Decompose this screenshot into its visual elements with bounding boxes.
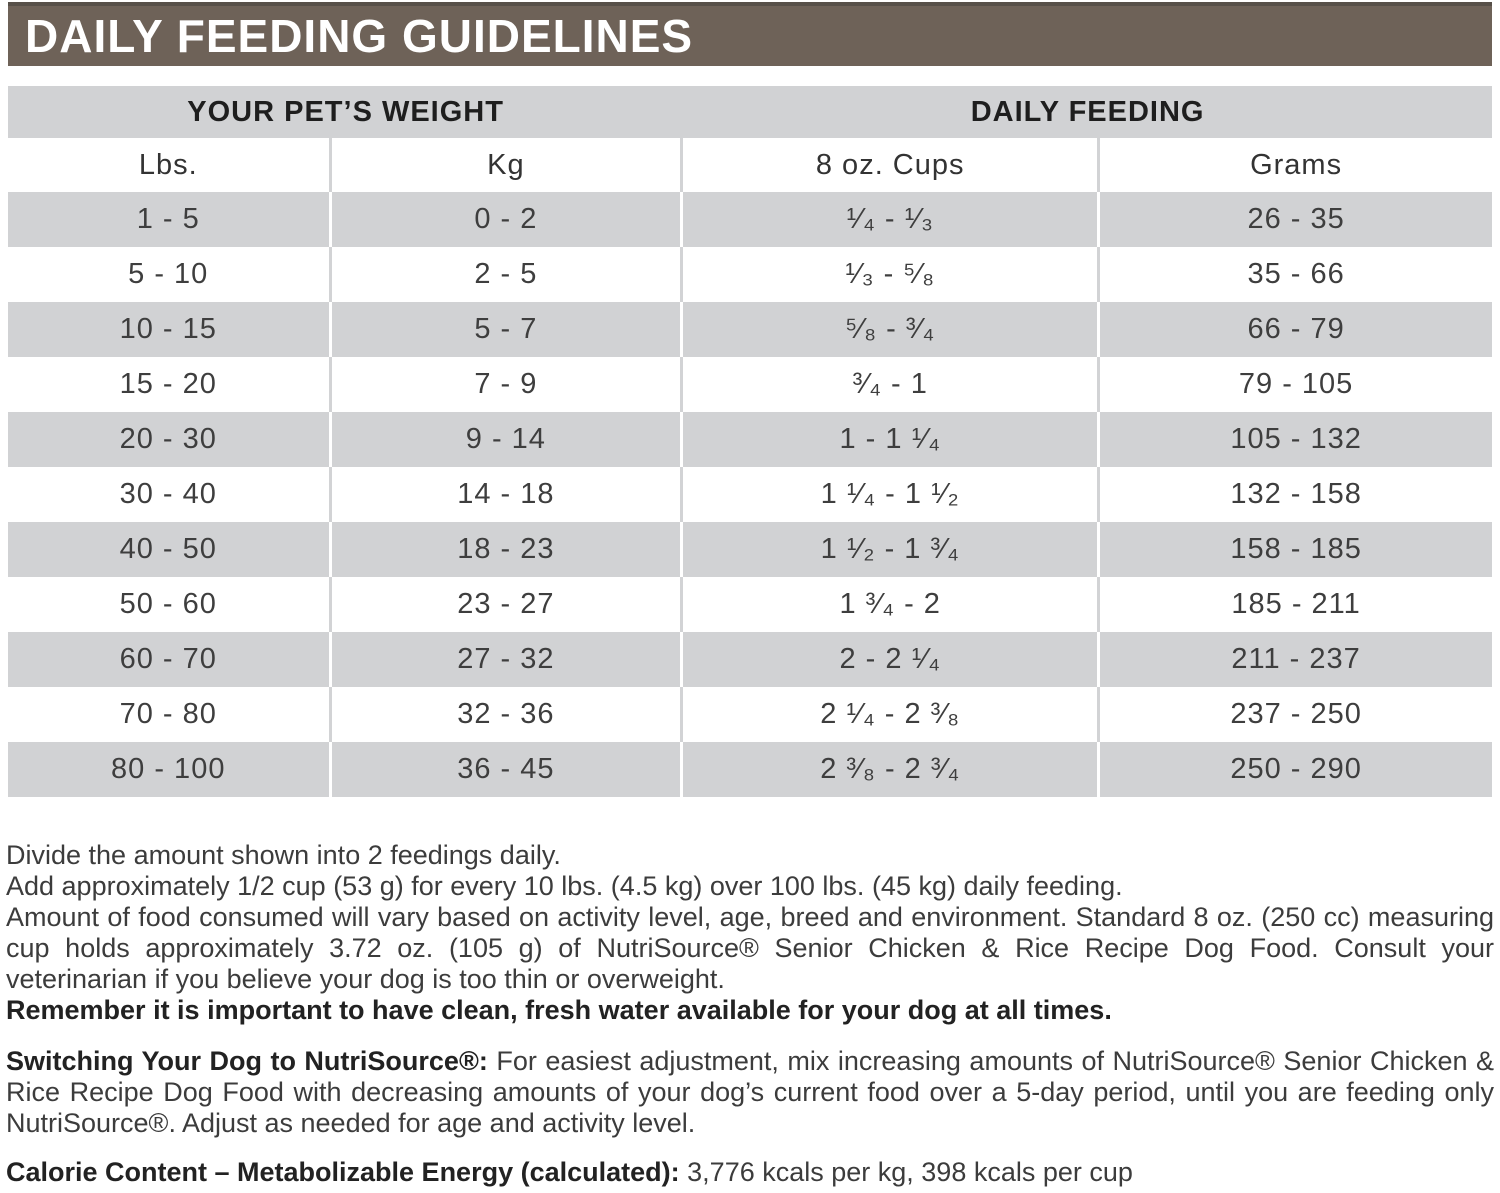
table-row — [8, 467, 1492, 522]
feeding-notes — [6, 840, 1494, 1188]
table-row — [8, 302, 1492, 357]
lbs-cell: 1 - 5 — [8, 192, 332, 247]
cups-cell: ³⁄₄ - 1 — [683, 357, 1100, 412]
cups-cell: 2 ¹⁄₄ - 2 ³⁄₈ — [683, 687, 1100, 742]
lbs-cell: 40 - 50 — [8, 522, 332, 577]
cups-cell: 1 ¹⁄₂ - 1 ³⁄₄ — [683, 522, 1100, 577]
kg-cell: 32 - 36 — [332, 687, 684, 742]
cups-cell: 1 ¹⁄₄ - 1 ¹⁄₂ — [683, 467, 1100, 522]
grams-cell: 66 - 79 — [1247, 313, 1345, 345]
grams-cell: 250 - 290 — [1230, 753, 1362, 785]
note-calorie-content — [6, 1157, 1494, 1188]
table-body — [8, 192, 1492, 797]
note-switching — [6, 1046, 1494, 1139]
cups-cell: 2 - 2 ¹⁄₄ — [683, 632, 1100, 687]
kg-cell: 36 - 45 — [332, 742, 684, 797]
table-row — [8, 522, 1492, 577]
kg-cell: 5 - 7 — [332, 302, 684, 357]
lbs-cell: 15 - 20 — [8, 357, 332, 412]
grams-cell: 79 - 105 — [1238, 368, 1354, 400]
cups-cell: 1 - 1 ¹⁄₄ — [683, 412, 1100, 467]
lbs-cell: 5 - 10 — [8, 247, 332, 302]
table-column-header-row — [8, 138, 1492, 192]
lbs-cell: 60 - 70 — [8, 632, 332, 687]
grams-cell: 26 - 35 — [1247, 203, 1345, 235]
table-row — [8, 247, 1492, 302]
grams-cell: 105 - 132 — [1230, 423, 1362, 455]
note-fresh-water: Remember it is important to have clean, fresh water available for your dog at all times. — [6, 995, 1112, 1025]
title-bar — [8, 2, 1492, 66]
lbs-cell: 20 - 30 — [8, 412, 332, 467]
table-row — [8, 687, 1492, 742]
table-row — [8, 742, 1492, 797]
cups-cell: 1 ³⁄₄ - 2 — [683, 577, 1100, 632]
group-header-pet-weight: YOUR PET’S WEIGHT — [187, 95, 504, 128]
kg-cell: 27 - 32 — [332, 632, 684, 687]
note-divide-feedings: Divide the amount shown into 2 feedings daily. — [6, 840, 561, 870]
grams-cell: 158 - 185 — [1230, 533, 1362, 565]
cups-cell: ¹⁄₄ - ¹⁄₃ — [683, 192, 1100, 247]
kg-cell: 2 - 5 — [332, 247, 684, 302]
table-row — [8, 577, 1492, 632]
switching-heading: Switching Your Dog to NutriSource®: — [6, 1046, 488, 1076]
kg-cell: 14 - 18 — [332, 467, 684, 522]
kg-cell: 9 - 14 — [332, 412, 684, 467]
lbs-cell: 50 - 60 — [8, 577, 332, 632]
column-header-grams: Grams — [1250, 148, 1343, 181]
grams-cell: 185 - 211 — [1231, 588, 1361, 620]
lbs-cell: 80 - 100 — [8, 742, 332, 797]
table-group-header-row — [8, 86, 1492, 138]
table-row — [8, 192, 1492, 247]
grams-cell: 237 - 250 — [1230, 698, 1362, 730]
switching-text: For easiest adjustment, mix increasing amounts of NutriSource® Senior Chicken & Rice Recipe Dog Food with decreasing amounts of your dog’s current food over a 5-day period, until you are feeding only NutriSource®. Adjust as needed for age and activity level. — [6, 1046, 1494, 1138]
lbs-cell: 70 - 80 — [8, 687, 332, 742]
table-row — [8, 357, 1492, 412]
column-header-cups: 8 oz. Cups — [683, 138, 1100, 192]
kg-cell: 23 - 27 — [332, 577, 684, 632]
note-amount-varies: Amount of food consumed will vary based on activity level, age, breed and environment. Standard 8 oz. (250 cc) measuring cup holds approximately 3.72 oz. (105 g) of NutriSource® Senior Chicken & Rice Recipe Dog Food. Consult your veterinarian if you believe your dog is too thin or overweight. — [6, 902, 1494, 994]
table-row — [8, 412, 1492, 467]
column-header-lbs: Lbs. — [8, 138, 332, 192]
grams-cell: 132 - 158 — [1230, 478, 1362, 510]
column-header-kg: Kg — [332, 138, 684, 192]
cups-cell: ⁵⁄₈ - ³⁄₄ — [683, 302, 1100, 357]
group-header-daily-feeding: DAILY FEEDING — [970, 95, 1205, 128]
calorie-text: 3,776 kcals per kg, 398 kcals per cup — [687, 1157, 1133, 1187]
kg-cell: 7 - 9 — [332, 357, 684, 412]
grams-cell: 35 - 66 — [1247, 258, 1345, 290]
note-add-half-cup: Add approximately 1/2 cup (53 g) for every 10 lbs. (4.5 kg) over 100 lbs. (45 kg) daily feeding. — [6, 871, 1123, 901]
calorie-heading: Calorie Content – Metabolizable Energy (calculated): — [6, 1157, 680, 1187]
feeding-table — [8, 86, 1492, 797]
cups-cell: 2 ³⁄₈ - 2 ³⁄₄ — [683, 742, 1100, 797]
lbs-cell: 10 - 15 — [8, 302, 332, 357]
table-row — [8, 632, 1492, 687]
cups-cell: ¹⁄₃ - ⁵⁄₈ — [683, 247, 1100, 302]
kg-cell: 18 - 23 — [332, 522, 684, 577]
kg-cell: 0 - 2 — [332, 192, 684, 247]
page-title: DAILY FEEDING GUIDELINES — [25, 10, 694, 62]
grams-cell: 211 - 237 — [1231, 643, 1361, 675]
lbs-cell: 30 - 40 — [8, 467, 332, 522]
